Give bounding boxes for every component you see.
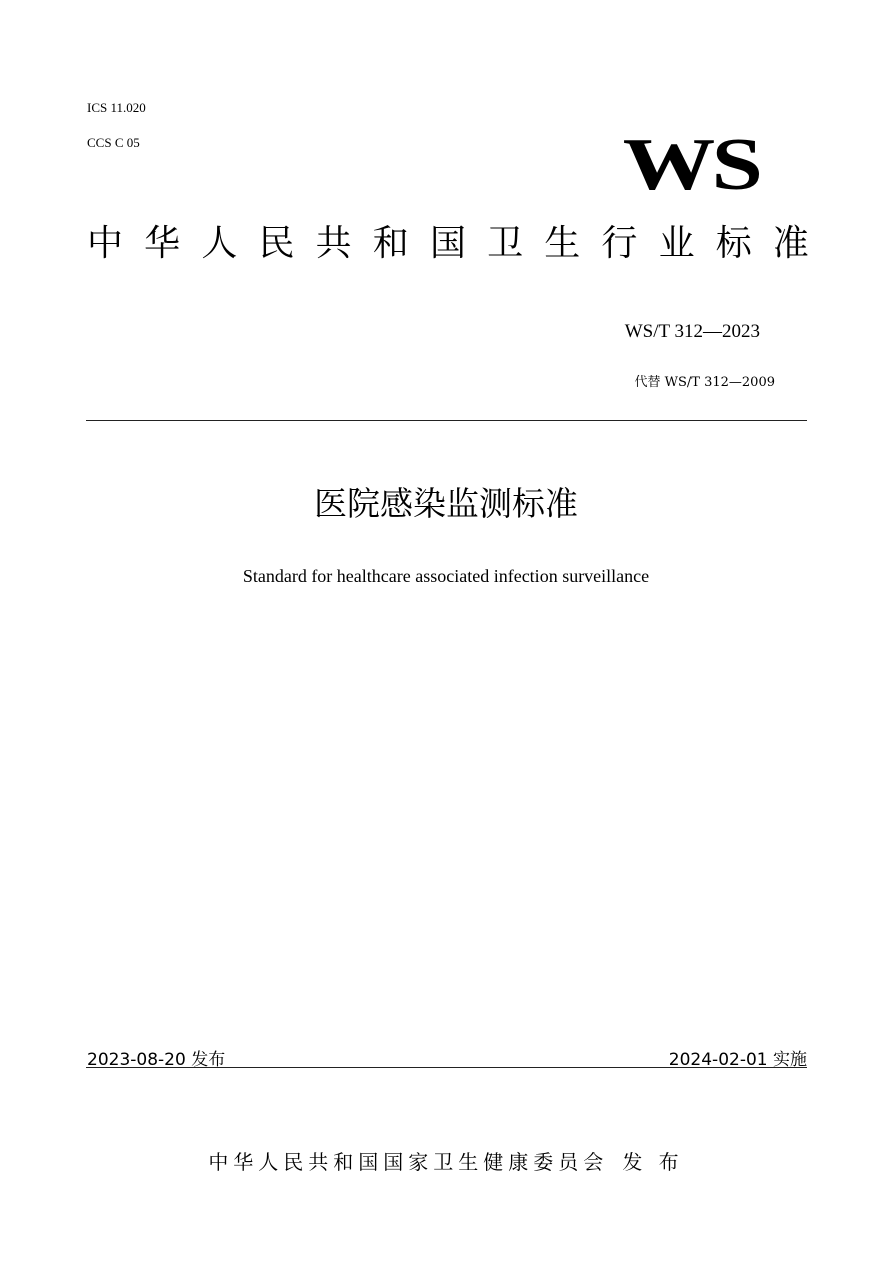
title-char: 行	[601, 223, 638, 264]
industry-standard-title	[87, 223, 809, 264]
title-char: 国	[429, 223, 466, 264]
title-char: 标	[715, 223, 752, 264]
title-char: 民	[258, 223, 295, 264]
ccs-code: CCS C 05	[87, 135, 140, 150]
replaces-standard: 代替 WS/T 312—2009	[634, 375, 775, 390]
issue-date: 2023-08-20 发布	[87, 1050, 226, 1070]
bottom-divider	[86, 1067, 807, 1068]
publisher-line	[0, 1152, 892, 1172]
title-char: 人	[201, 223, 238, 264]
top-divider	[86, 420, 807, 421]
title-char: 生	[544, 223, 581, 264]
standard-number: WS/T 312—2023	[624, 321, 760, 342]
publisher-name: 中华人民共和国国家卫生健康委员会	[208, 1150, 609, 1174]
document-title: 医院感染监测标准	[314, 484, 578, 523]
implementation-date: 2024-02-01 实施	[668, 1050, 807, 1070]
title-char: 卫	[487, 223, 524, 264]
title-char: 业	[658, 223, 695, 264]
title-char: 准	[772, 223, 809, 264]
publisher-action: 发 布	[622, 1150, 684, 1174]
ics-code: ICS 11.020	[87, 100, 146, 115]
title-char: 华	[144, 223, 181, 264]
document-title-english: Standard for healthcare associated infection surveillance	[242, 566, 650, 586]
title-char: 和	[372, 223, 409, 264]
title-char: 共	[315, 223, 352, 264]
title-char: 中	[87, 223, 124, 264]
ws-logo: WS	[622, 124, 759, 206]
